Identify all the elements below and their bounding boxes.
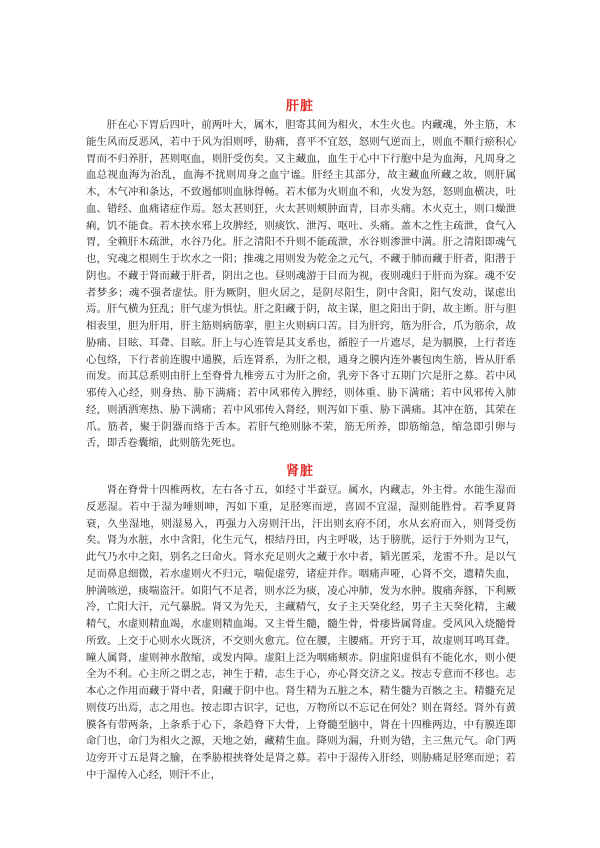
section-title-kidney: 肾脏	[285, 464, 314, 479]
section-body-liver: 肝在心下胃后四叶，前两叶大，属木，胆寄其间为相火，木生火也。内藏魂，外主筋，木能生风而反恶风，若中于风为泪则呼，胁痛，喜平不宜怒，怒则气逆而上，则血不顺行瘀积心胃而不归养肝，甚则呕血，则肝受伤矣。又主藏血，血生于心中下行胞中是为血海，凡周身之血总视血海为治乱，血海不扰则周身之血宁谧。肝经主其部分，故主藏血所藏之故，则肝属木，木气冲和条达，不致遏郁则血脉得畅。若木郁为火则血不和，火发为怒，怒则血横决，吐血、错经、血痛诸症作焉。怒太甚则狂，火太甚则颊肿面青，目赤头痛。木火克土，则口燥泄痢，饥不能食。若木挟水邪上攻脾经，则痰饮、泄泻、呕吐、头痛。盖木之性主疏泄，食气入胃，全赖肝木疏泄，水谷乃化。肝之清阳不升则不能疏泄，水谷则渗泄中满。肝之清阳即魂气也，究魂之根则生于坎水之一阳；推魂之用则发为乾金之元气，不藏于肺而藏于肝者，阳潜于阴也。不藏于肾而藏于肝者，阴出之也。昼则魂游于目而为视，夜则魂归于肝而为寐。魂不安者梦多；魂不强者虚怯。肝为厥阴，胆火居之，是阴尽阳生，阴中含阳，阳气发动，谋虑出焉。肝气横为狂乱；肝气虚为惧怯。肝之阳藏于阴，故主谋，胆之阳出于阴，故主断。肝与胆相表里，胆为肝用，肝主筋则病筋挛，胆主火则病口苦。目为肝窍，筋为肝合，爪为筋余，故胁痛、目眩、耳聋、目眩。肝上与心连管是其支系也，循腔子一片遮尽，是为膈膜，上行者连心包络，下行者前连腹中通膜，后连肾系，为肝之根，通身之膜内连外裹包肉生筋，皆从肝系而发。而其总系则由肝上至脊骨九椎旁五寸为肝之俞，乳旁下各寸五期门穴是肝之募。若中风邪传入心经，则身热、胁下满痛；若中风邪传入脾经，则体重、胁下满痛；若中风邪传入肺经，则洒洒寒热、胁下满痛；若中风邪传入肾经，则泻如下重、胁下满痛。其冲在筋，其荣在爪。筋者，聚于阴器而络于舌本。若肝气绝则脉不荣，筋无所养，即筋缩急，缩急即引卵与舌，即舌卷囊缩，此则筋先死也。	[86, 119, 516, 450]
section-title-liver: 肝脏	[285, 99, 314, 114]
section-body-kidney: 肾在脊骨十四椎两枚，左右各寸五，如经寸半蚕豆。属水，内藏志，外主骨。水能生湿而反恶湿。若中于湿为唾则呻，泻如下重，足胫寒而逆，喜固不宜湿，湿则能胜骨。若季夏肾衰，久坐湿地，则湿易入，再强力入房则汗出，汗出则玄府不闭，水从玄府而入，则肾受伤矣。肾为水脏，水中含阳，化生元气，根结丹田，内主呼吸，达于膀胱，运行于外则为卫气，此气乃水中之阳，别名之曰命火。肾水充足则火之藏于水中者，韬光匿采，龙雷不升。是以气足而鼻息细微，若水虚则火不归元，喘促虚劳，诸症并作。咽痛声哑，心肾不交，遗精失血，肿满咳逆，痰喘盗汗。如阳气不足者，则水泛为痰，凌心冲肺，发为水肿。腹痛奔豚，下利厥冷，亡阳大汗，元气暴脱。肾又为先天，主藏精气，女子主天癸化经，男子主天癸化精，主藏精气，水虚则精血竭，水虚则精血竭。又主骨生髓，髓生骨，骨痿皆属肾虚。受风风入烧髓骨所致。上交于心则水火既济，不交则火愈亢。位在腰，主腰痛。开窍于耳，故虚则耳鸣耳聋。瞳人属肾，虚则神水散缩，或发内障。虚阳上泛为咽痛颊赤。阴虚阳虚俱有不能化水，则小便全为不利。心主所之谓之志，神生于精，志生于心，亦心肾交济之义。按志专意而不移也。志本心之作用而藏于肾中者，阳藏于阴中也。肾生精为五脏之本，精生髓为百骸之主。精髓充足则伎巧出焉，志之用也。按志即古识字，记也，万物所以不忘记在何处？则在肾经。肾外有黄膜各有带两条，上条系于心下，条趋脊下大骨，上脊髓至脑中，肾在十四椎两边，中有膜连即命门也，命门为相火之源，天地之始，藏精生血。降则为漏，升则为错，主三焦元气。命门两边旁开寸五是肾之腧，在季胁根挟脊处是肾之募。若中于湿传入肝经，则胁痛足胫寒而逆；若中于湿传入心经，则汗不止，	[86, 484, 516, 781]
